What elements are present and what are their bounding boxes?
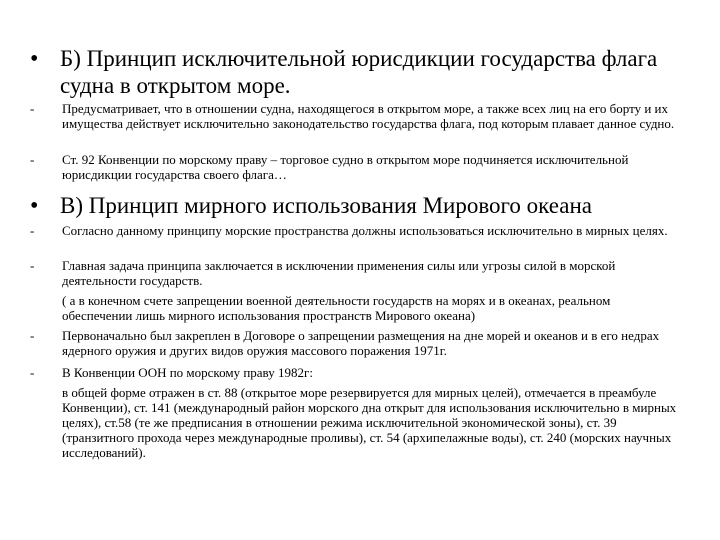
list-item <box>30 385 690 460</box>
list-item-text: Ст. 92 Конвенции по морскому праву – торговое судно в открытом море подчиняется исключительной юрисдикции государства своего флага… <box>62 152 629 182</box>
list-item-text: Предусматривает, что в отношении судна, находящегося в открытом море, а также всех лиц на его борту и их имущества действует исключительно законодательство государства флага, под которым плавает данное судно. <box>62 101 675 131</box>
heading-title: Б) Принцип исключительной юрисдикции государства флага судна в открытом море. <box>60 46 658 98</box>
list-item-marker: - <box>30 152 35 167</box>
list-item-marker: - <box>30 101 35 116</box>
list-item-text: в общей форме отражен в ст. 88 (открытое море резервируется для мирных целей), отмечается в преамбуле Конвенции), ст. 141 (международный район морского дна открыт для использования исключительно в мирных целях), ст.58 (те же предписания в отношении режима исключительной экономической зоны), ст. 39 (транзитного прохода через международные проливы), ст. 54 (архипелажные воды), ст. 240 (морских научных исследований). <box>62 385 677 460</box>
list-item <box>30 328 690 358</box>
list-item <box>30 152 690 182</box>
list-item-text: Согласно данному принципу морские пространства должны использоваться исключительно в мирных целях. <box>62 223 668 238</box>
list-item <box>30 258 690 288</box>
heading-bullet: • <box>30 193 39 219</box>
list-item-text: ( а в конечном счете запрещении военной деятельности государств на морях и в океанах, реальном обеспечении лишь мирного использования пространств Мирового океана) <box>62 293 611 323</box>
heading-title: В) Принцип мирного использования Мирового океана <box>60 193 592 218</box>
list-item-marker: - <box>30 365 35 380</box>
list-item <box>30 223 690 238</box>
list-item-marker: - <box>30 223 35 238</box>
list-item-marker: - <box>30 258 35 273</box>
list-item <box>30 101 690 131</box>
heading-bullet: • <box>30 46 39 72</box>
list-item-marker: - <box>30 328 35 343</box>
list-item <box>30 293 690 323</box>
heading-peaceful-use <box>30 192 690 219</box>
list-item-text: Главная задача принципа заключается в исключении применения силы или угрозы силой в морской деятельности государств. <box>62 258 616 288</box>
list-item <box>30 365 690 380</box>
list-item-text: В Конвенции ООН по морскому праву 1982г: <box>62 365 313 380</box>
list-item-text: Первоначально был закреплен в Договоре о запрещении размещения на дне морей и океанов и в его недрах ядерного оружия и других видов оружия массового поражения 1971г. <box>62 328 660 358</box>
heading-exclusive-jurisdiction <box>30 45 690 99</box>
